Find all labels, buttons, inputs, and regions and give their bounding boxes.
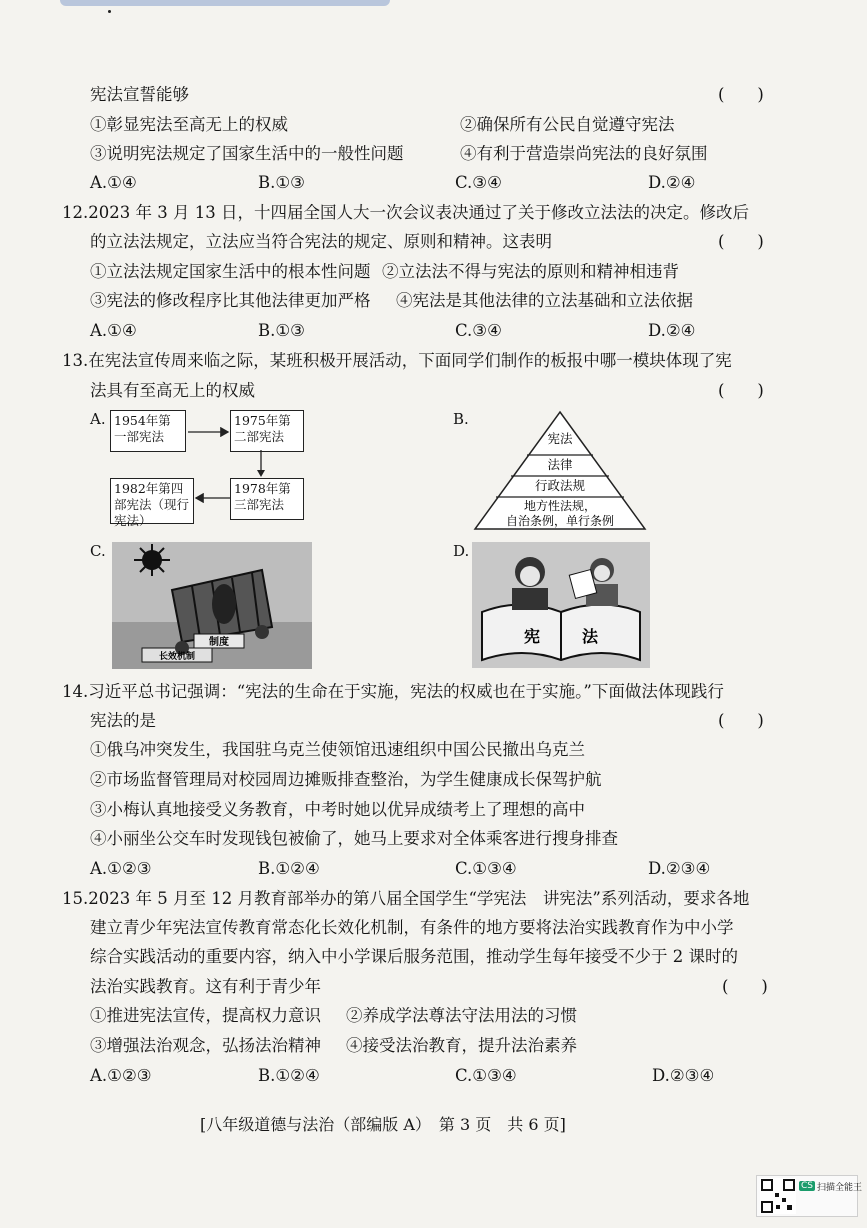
book-char-1: 宪 (523, 627, 541, 646)
pyramid-level-2: 法律 (547, 457, 573, 472)
scan-edge-band (60, 0, 390, 6)
q11-item-4: ④有利于营造崇尚宪法的良好氛围 (460, 144, 708, 163)
q11-stem-tail: 宪法宣誓能够 (90, 85, 189, 104)
q11-option-d: D.②④ (648, 173, 696, 192)
camscanner-logo: CS (801, 1181, 813, 1191)
page-footer: [八年级道德与法治（部编版 A） 第 3 页 共 6 页] (200, 1115, 566, 1134)
book-char-2: 法 (581, 627, 599, 646)
q11-option-c: C.③④ (455, 173, 502, 192)
q13-label-a: A. (90, 410, 106, 428)
flow-box-1954: 1954年第一部宪法 (110, 410, 186, 452)
flow-box-1975: 1975年第二部宪法 (230, 410, 304, 452)
pyramid-level-1: 宪法 (547, 431, 573, 446)
q14-option-d: D.②③④ (648, 859, 711, 878)
pyramid-level-4a: 地方性法规， (523, 499, 597, 513)
q12-stem-line2: 的立法法规定，立法应当符合宪法的规定、原则和精神。这表明 (90, 232, 552, 251)
q15-item-3: ③增强法治观念，弘扬法治精神 (90, 1036, 321, 1055)
q15-option-c: C.①③④ (455, 1066, 517, 1085)
q14-answer-paren: ( ) (718, 711, 764, 730)
q12-item-3: ③宪法的修改程序比其他法律更加严格 (90, 291, 371, 310)
q13-label-d: D. (453, 542, 470, 560)
flow-box-1978: 1978年第三部宪法 (230, 478, 304, 520)
q14-item-3: ③小梅认真地接受义务教育，中考时她以优异成绩考上了理想的高中 (90, 800, 585, 819)
q13-answer-paren: ( ) (718, 381, 764, 400)
camscanner-name: 扫描全能王 (817, 1183, 863, 1193)
qr-code-icon (760, 1178, 796, 1214)
q14-option-b: B.①②④ (258, 859, 320, 878)
q12-option-a: A.①④ (90, 321, 137, 340)
q15-option-a: A.①②③ (90, 1066, 152, 1085)
q11-option-b: B.①③ (258, 173, 305, 192)
pyramid-level-3: 行政法规 (534, 478, 586, 493)
q13-label-c: C. (90, 542, 106, 560)
q15-item-2: ②养成学法尊法守法用法的习惯 (346, 1006, 577, 1025)
scanner-badge (756, 1175, 863, 1217)
pyramid-level-4b: 自治条例，单行条例 (505, 514, 615, 528)
q15-item-4: ④接受法治教育，提升法治素养 (346, 1036, 577, 1055)
q12-stem-line1: 12.2023 年 3 月 13 日，十四届全国人大一次会议表决通过了关于修改立法法的决定。修改后 (62, 203, 749, 222)
q14-option-c: C.①③④ (455, 859, 517, 878)
cartoon-system-cage (112, 542, 312, 669)
q12-item-4: ④宪法是其他法律的立法基础和立法依据 (396, 291, 693, 310)
scan-dot (108, 10, 111, 13)
q14-stem-line1: 14.习近平总书记强调：“宪法的生命在于实施，宪法的权威也在于实施。”下面做法体现践行 (62, 682, 724, 701)
flow-arrow-down (255, 448, 267, 478)
q14-item-1: ①俄乌冲突发生，我国驻乌克兰使领馆迅速组织中国公民撤出乌克兰 (90, 740, 585, 759)
q14-item-4: ④小丽坐公交车时发现钱包被偷了，她马上要求对全体乘客进行搜身排查 (90, 829, 618, 848)
q15-stem-line2: 建立青少年宪法宣传教育常态化长效化机制，有条件的地方要将法治实践教育作为中小学 (90, 918, 734, 937)
q12-option-d: D.②④ (648, 321, 696, 340)
q12-option-b: B.①③ (258, 321, 305, 340)
q14-option-a: A.①②③ (90, 859, 152, 878)
q15-answer-paren: ( ) (722, 977, 768, 996)
q15-option-d: D.②③④ (652, 1066, 715, 1085)
q13-label-b: B. (453, 410, 469, 428)
flow-arrows (186, 425, 234, 515)
cage-label: 制度 (209, 637, 229, 648)
q14-item-2: ②市场监督管理局对校园周边摊贩排查整治，为学生健康成长保驾护航 (90, 770, 602, 789)
q11-answer-paren: ( ) (718, 85, 764, 104)
q11-item-3: ③说明宪法规定了国家生活中的一般性问题 (90, 144, 404, 163)
q15-item-1: ①推进宪法宣传，提高权力意识 (90, 1006, 321, 1025)
law-hierarchy-pyramid (472, 410, 648, 532)
q12-option-c: C.③④ (455, 321, 502, 340)
q11-item-1: ①彰显宪法至高无上的权威 (90, 115, 288, 134)
q12-item-2: ②立法法不得与宪法的原则和精神相违背 (382, 262, 679, 281)
q15-stem-line4: 法治实践教育。这有利于青少年 (90, 977, 321, 996)
q15-stem-line1: 15.2023 年 5 月至 12 月教育部举办的第八届全国学生“学宪法 讲宪法”系列活动，要求各地 (62, 889, 750, 908)
q13-stem-line1: 13.在宪法宣传周来临之际，某班积极开展活动，下面同学们制作的板报中哪一模块体现了宪 (62, 351, 732, 370)
rail-label: 长效机制 (158, 652, 196, 662)
q13-stem-line2: 法具有至高无上的权威 (90, 381, 255, 400)
q11-option-a: A.①④ (90, 173, 137, 192)
q15-option-b: B.①②④ (258, 1066, 320, 1085)
flow-box-1982: 1982年第四部宪法（现行宪法） (110, 478, 194, 524)
cartoon-constitution-book (472, 542, 650, 668)
q14-stem-line2: 宪法的是 (90, 711, 156, 730)
q12-item-1: ①立法法规定国家生活中的根本性问题 (90, 262, 371, 281)
q11-item-2: ②确保所有公民自觉遵守宪法 (460, 115, 675, 134)
q15-stem-line3: 综合实践活动的重要内容，纳入中小学课后服务范围，推动学生每年接受不少于 2 课时的 (90, 947, 738, 966)
q12-answer-paren: ( ) (718, 232, 764, 251)
